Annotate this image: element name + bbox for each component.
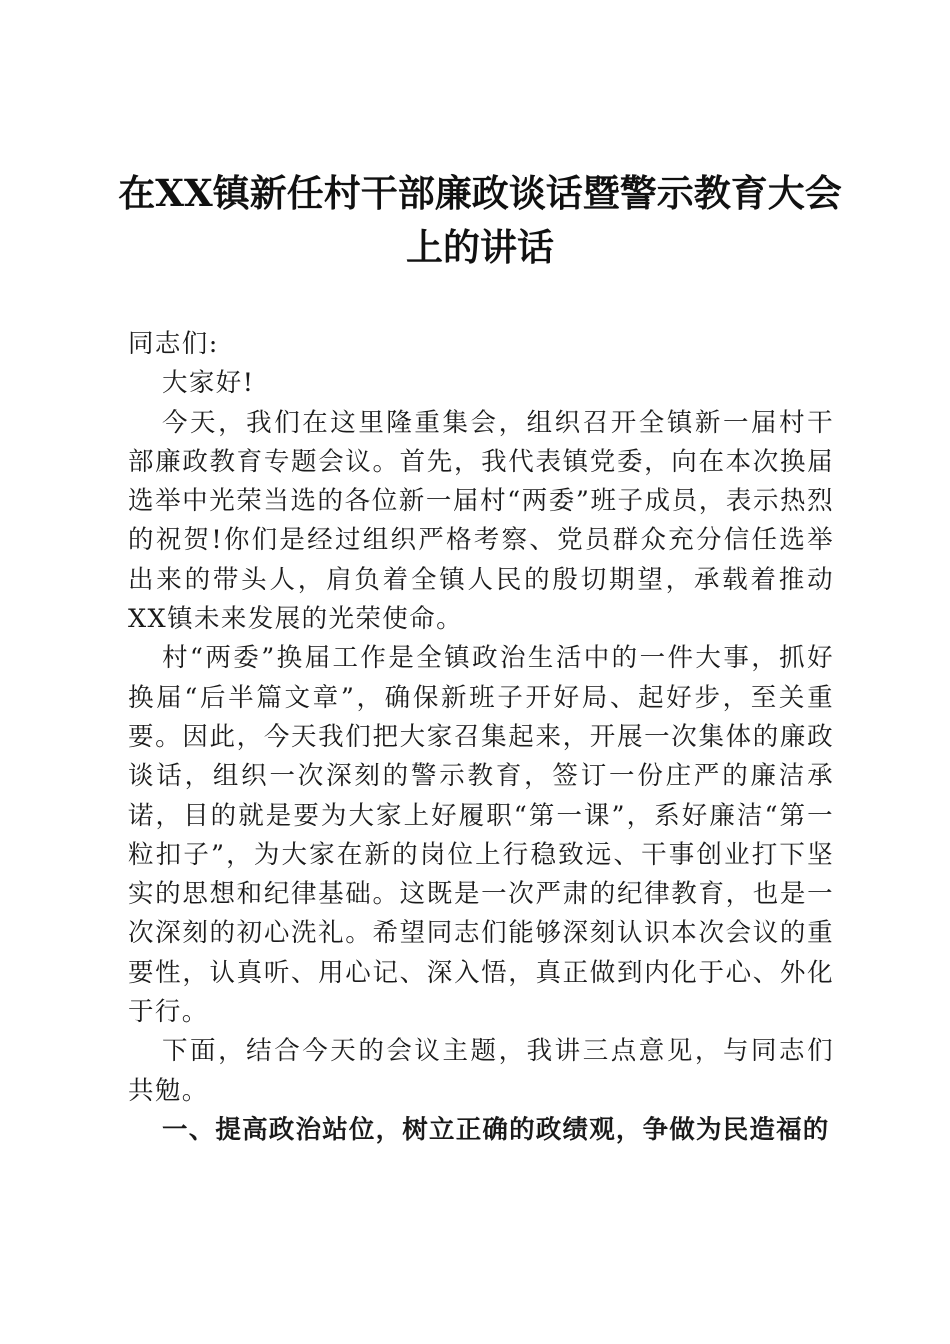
section-heading-one: 一、提高政治站位，树立正确的政绩观，争做为民造福的 bbox=[162, 1114, 830, 1145]
paragraph-purpose: 村“两委”换届工作是全镇政治生活中的一件大事，抓好换届“后半篇文章”，确保新班子开好局、起好步，至关重要。因此，今天我们把大家召集起来，开展一次集体的廉政谈话，组织一次深刻的警示教育，签订一份庄严的廉洁承诺，目的就是要为大家上好履职“第一课”，系好廉洁“第一粒扣子”，为大家在新的岗位上行稳致远、干事创业打下坚实的思想和纪律基础。这既是一次严肃的纪律教育，也是一次深刻的初心洗礼。希望同志们能够深刻认识本次会议的重要性，认真听、用心记、深入悟，真正做到内化于心、外化于行。 bbox=[128, 643, 834, 1028]
document-title: 在XX镇新任村干部廉政谈话暨警示教育大会上的讲话 bbox=[118, 171, 842, 269]
salutation: 同志们: bbox=[128, 329, 219, 359]
document-body bbox=[128, 325, 834, 1150]
greeting: 大家好! bbox=[162, 368, 255, 399]
paragraph-opening: 今天，我们在这里隆重集会，组织召开全镇新一届村干部廉政教育专题会议。首先，我代表镇党委，向在本次换届选举中光荣当选的各位新一届村“两委”班子成员，表示热烈的祝贺!你们是经过组织严格考察、党员群众充分信任选举出来的带头人，肩负着全镇人民的殷切期望，承载着推动XX镇未来发展的光荣使命。 bbox=[128, 407, 834, 635]
paragraph-transition: 下面，结合今天的会议主题，我讲三点意见，与同志们共勉。 bbox=[128, 1036, 834, 1106]
